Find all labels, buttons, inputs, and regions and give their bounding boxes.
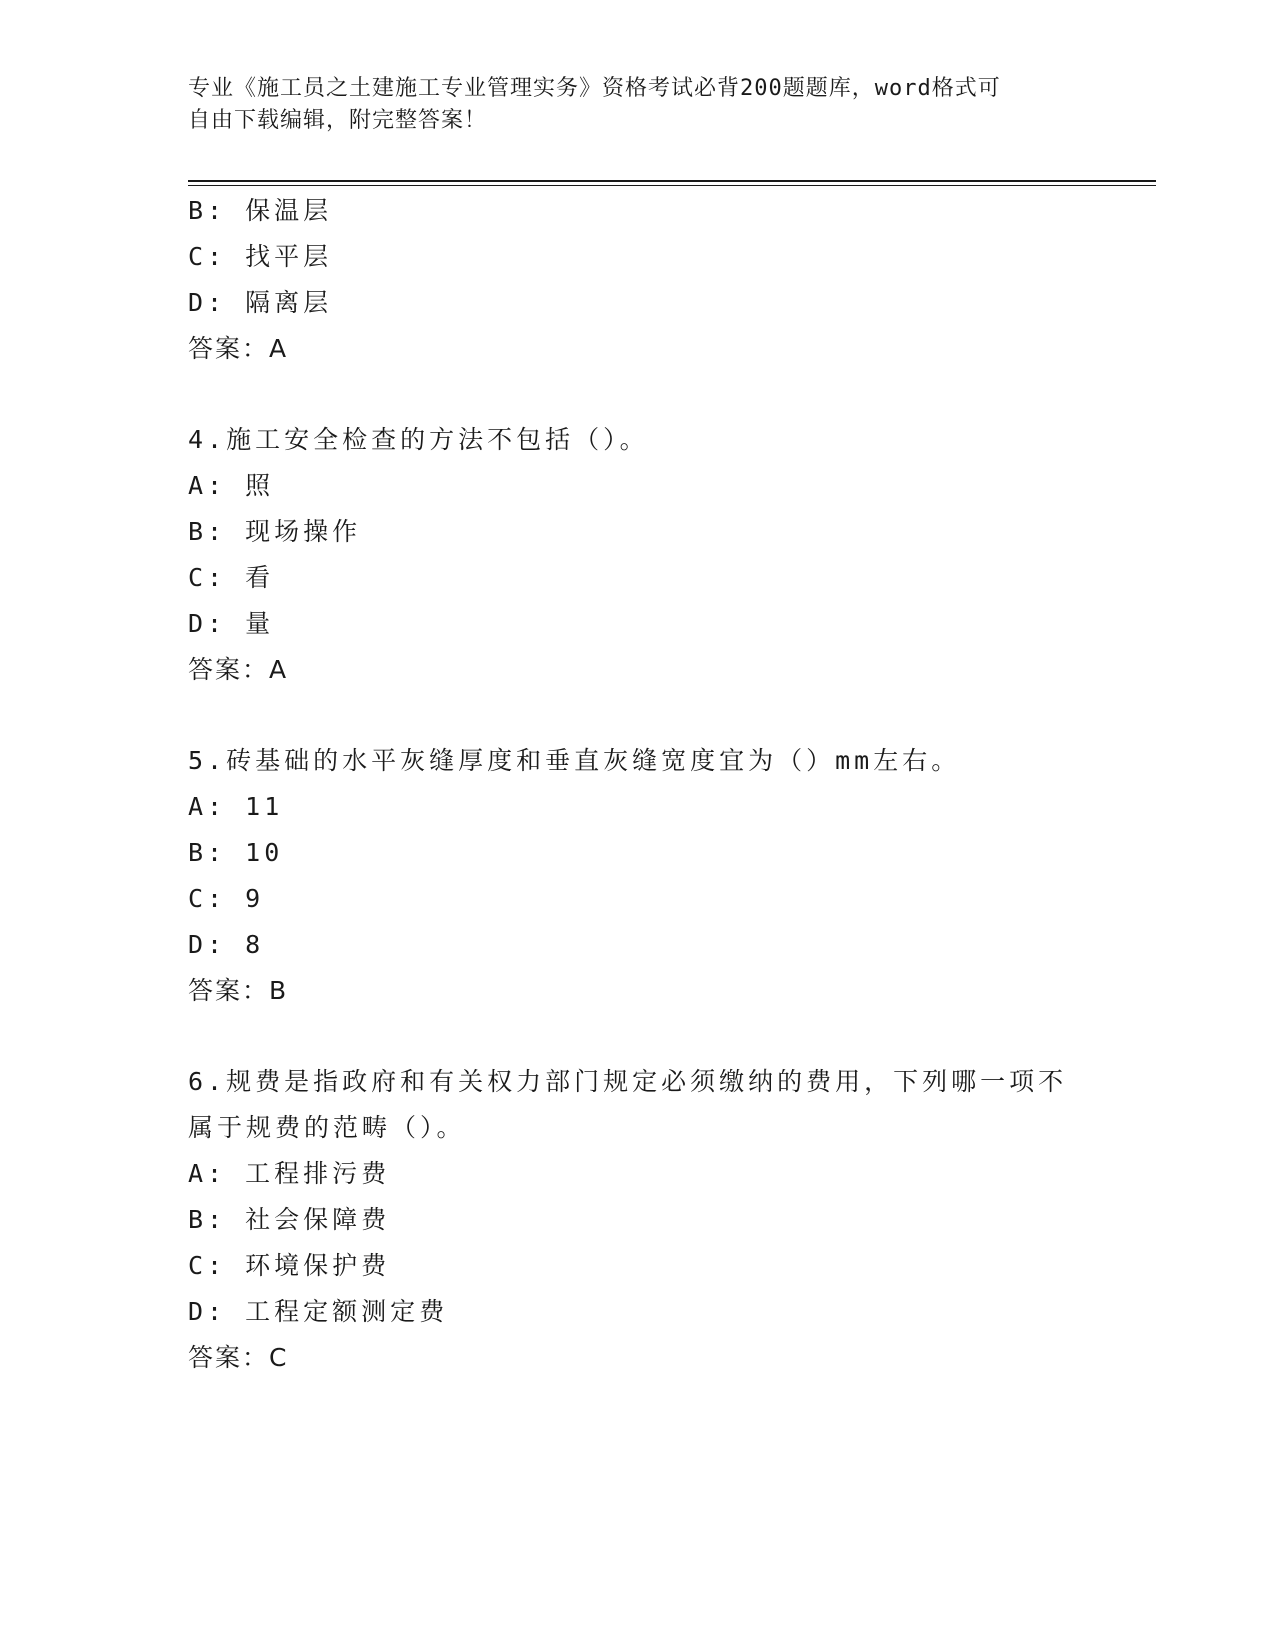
question-text-line-2: 属于规费的范畴（）。 (188, 1113, 466, 1142)
question-5 (188, 738, 1088, 1014)
header-title-line-2: 自由下载编辑，附完整答案！ (188, 108, 488, 133)
option-b: B: 社会保障费 (188, 1205, 391, 1234)
header-title-line-1: 专业《施工员之土建施工专业管理实务》资格考试必背200题题库，word格式可 (188, 76, 1001, 101)
question-list (188, 188, 1088, 1381)
question-text: 5.砖基础的水平灰缝厚度和垂直灰缝宽度宜为（）mm左右。 (188, 746, 961, 775)
option-b: B: 现场操作 (188, 517, 362, 546)
option-c: C: 看 (188, 563, 275, 592)
option-c: C: 找平层 (188, 242, 333, 271)
option-c: C: 环境保护费 (188, 1251, 391, 1280)
header-divider-thick (188, 180, 1156, 182)
option-b: B: 10 (188, 838, 284, 867)
spacer (188, 693, 1088, 738)
header-divider-thin (188, 185, 1156, 186)
document-header (188, 73, 1068, 137)
question-6 (188, 1059, 1088, 1381)
option-c: C: 9 (188, 884, 265, 913)
spacer (188, 1014, 1088, 1059)
option-a: A: 照 (188, 471, 275, 500)
question-text: 4.施工安全检查的方法不包括（）。 (188, 425, 649, 454)
option-b: B: 保温层 (188, 196, 333, 225)
spacer (188, 372, 1088, 417)
answer: 答案：A (188, 334, 289, 363)
option-d: D: 量 (188, 609, 275, 638)
option-d: D: 8 (188, 930, 265, 959)
answer: 答案：B (188, 976, 289, 1005)
option-d: D: 隔离层 (188, 288, 333, 317)
option-a: A: 11 (188, 792, 284, 821)
option-d: D: 工程定额测定费 (188, 1297, 449, 1326)
answer: 答案：C (188, 1343, 289, 1372)
option-a: A: 工程排污费 (188, 1159, 391, 1188)
question-3 (188, 188, 1088, 372)
question-4 (188, 417, 1088, 693)
question-text-line-1: 6.规费是指政府和有关权力部门规定必须缴纳的费用，下列哪一项不 (188, 1067, 1068, 1096)
answer: 答案：A (188, 655, 289, 684)
